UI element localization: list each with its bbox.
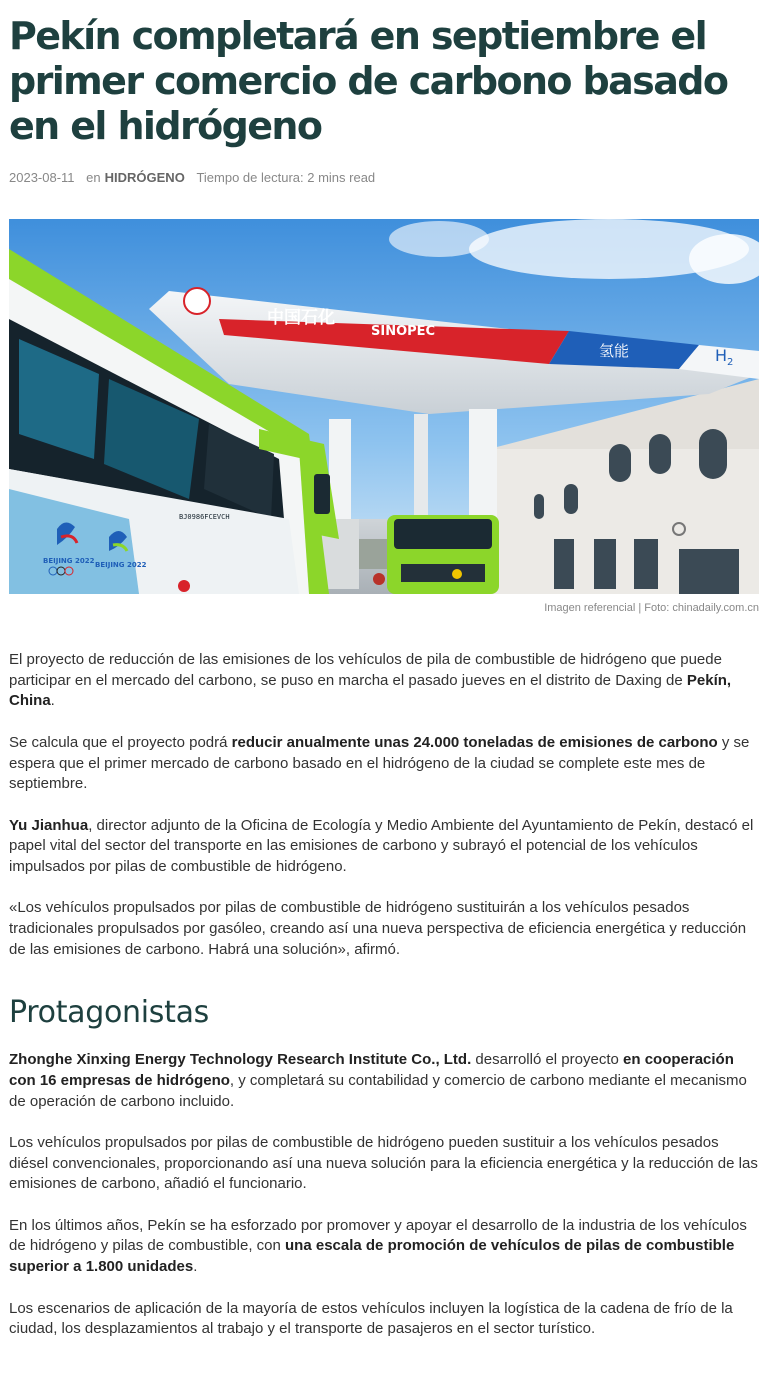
hydrogen-sign-text: 氢能	[599, 342, 630, 360]
category-prefix: en	[86, 170, 101, 185]
paragraph: Se calcula que el proyecto podrá reducir anualmente unas 24.000 toneladas de emisiones de carbono y se espera que el primer mercado de carbono basado en el hidrógeno de la ciudad se complete este mes de septiembre.	[9, 733, 750, 793]
bus-plate-text: BJ0986FCEVCH	[179, 513, 230, 521]
section-heading: Protagonistas	[9, 995, 209, 1031]
paragraph: Los escenarios de aplicación de la mayoría de estos vehículos incluyen la logística de la cadena de frío de la ciudad, los desplazamientos al trabajo y el transporte de pasajeros en el sector turístico.	[9, 1299, 733, 1338]
sinopec-chinese-text: 中国石化	[267, 308, 335, 328]
h2-sign-text: $H_2$	[715, 346, 734, 368]
svg-text:BEIJING 2022: BEIJING 2022	[43, 557, 95, 565]
article-title: Pekín completará en septiembre el primer comercio de carbono basado en el hidrógeno	[9, 14, 728, 148]
paragraph: Zhonghe Xinxing Energy Technology Research Institute Co., Ltd. desarrolló el proyecto en cooperación con 16 empresas de hidrógeno, y completará su contabilidad y comercio de carbono mediante el mecanismo de operación de carbono incluido.	[9, 1051, 747, 1110]
article-date: 2023-08-11	[9, 170, 75, 185]
sinopec-logo	[184, 288, 210, 314]
paragraph: «Los vehículos propulsados por pilas de combustible de hidrógeno sustituirán a los vehículos pesados tradicionales propulsados por gasóleo, creando así una nueva perspectiva de eficiencia energética y reducción de las emisiones de carbono. Habrá una solución», afirmó.	[9, 899, 747, 958]
paragraph: Yu Jianhua, director adjunto de la Oficina de Ecología y Medio Ambiente del Ayuntamiento de Pekín, destacó el papel vital del sector del transporte en las emisiones de carbono y subrayó el potencial de los vehículos impulsados por pilas de combustible de hidrógeno.	[9, 816, 754, 875]
article-body	[9, 650, 760, 1361]
image-caption: Imagen referencial | Foto: chinadaily.com.cn	[544, 602, 759, 614]
article-meta	[9, 170, 379, 185]
category-link[interactable]: HIDRÓGENO	[104, 170, 185, 185]
paragraph: El proyecto de reducción de las emisiones de los vehículos de pila de combustible de hidrógeno que puede participar en el mercado del carbono, se puso en marcha el pasado jueves en el distrito de Daxing de Pekín, China.	[9, 651, 732, 710]
sinopec-brand-text: SINOPEC	[371, 324, 436, 339]
hero-image	[9, 219, 759, 594]
reading-time: Tiempo de lectura: 2 mins read	[196, 170, 376, 185]
paragraph: En los últimos años, Pekín se ha esforzado por promover y apoyar el desarrollo de la industria de los vehículos de hidrógeno y pilas de combustible, con una escala de promoción de vehículos de pilas de combustible superior a 1.800 unidades.	[9, 1216, 747, 1276]
svg-text:BEIJING 2022: BEIJING 2022	[95, 561, 147, 569]
paragraph: Los vehículos propulsados por pilas de combustible de hidrógeno pueden sustituir a los vehículos pesados diésel convencionales, proporcionando así una nueva solución para la eficiencia energética y la reducción de las emisiones de carbono, añadió el funcionario.	[9, 1133, 758, 1193]
